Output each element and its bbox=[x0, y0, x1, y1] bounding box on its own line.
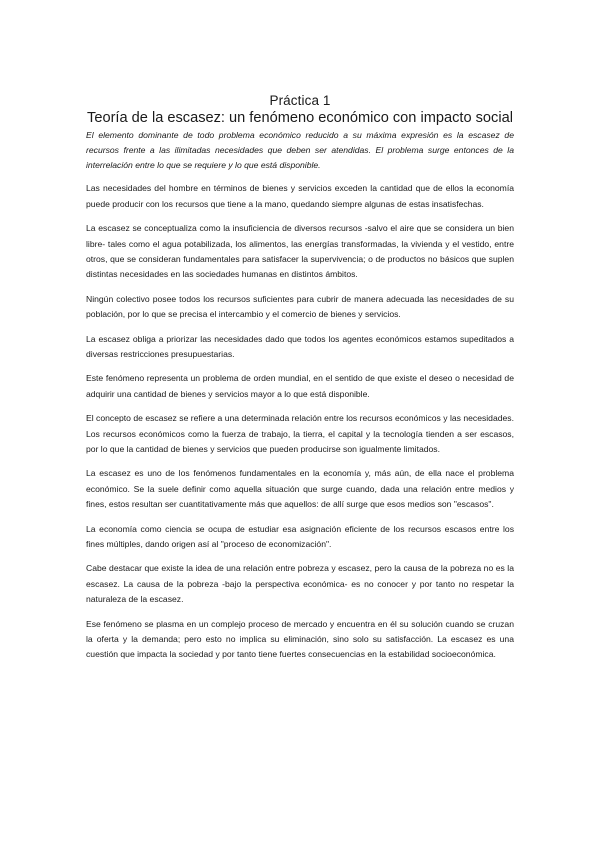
body-paragraph-10: Ese fenómeno se plasma en un complejo proceso de mercado y encuentra en él su solución cuando se cruzan la oferta y la demanda; pero esto no implica su eliminación, sino solo su satisfacción. La escasez es una cuestión que impacta la sociedad y por tanto tiene fuertes consecuencias en la estabilidad socioeconómica. bbox=[86, 618, 514, 659]
body-paragraph-8: La economía como ciencia se ocupa de estudiar esa asignación eficiente de los recursos escasos entre los fines múltiples, dando origen así al "proceso de economización". bbox=[86, 523, 514, 549]
body-paragraph-9: Cabe destacar que existe la idea de una relación entre pobreza y escasez, pero la causa de la pobreza no es la escasez. La causa de la pobreza -bajo la perspectiva económica- es no conocer y por tanto no respetar la naturaleza de la escasez. bbox=[86, 563, 514, 604]
document-page bbox=[86, 92, 514, 672]
body-paragraph-6: El concepto de escasez se refiere a una determinada relación entre los recursos económicos y las necesidades. Los recursos económicos como la fuerza de trabajo, la tierra, el capital y la tecnología tienden a ser escasos, por lo que la cantidad de bienes y servicios que pueden producirse son igualmente limitados. bbox=[86, 413, 514, 454]
body-paragraph-1: Las necesidades del hombre en términos de bienes y servicios exceden la cantidad que de ellos la economía puede producir con los recursos que tiene a la mano, quedando siempre algunas de estas insatisfechas. bbox=[86, 183, 514, 209]
document-title: Práctica 1 bbox=[269, 93, 331, 108]
body-paragraph-7: La escasez es uno de los fenómenos fundamentales en la economía y, más aún, de ella nace el problema económico. Se la suele definir como aquella situación que surge cuando, dada una relación entre medios y fines, estos resultan ser cuantitativamente más que aquellos: de allí surge que esos medios son "escasos". bbox=[86, 468, 514, 509]
body-paragraph-3: Ningún colectivo posee todos los recursos suficientes para cubrir de manera adecuada las necesidades de su población, por lo que se precisa el intercambio y el comercio de bienes y servicios. bbox=[86, 293, 514, 319]
document-subtitle: Teoría de la escasez: un fenómeno económico con impacto social bbox=[87, 110, 513, 126]
body-paragraph-2: La escasez se conceptualiza como la insuficiencia de diversos recursos -salvo el aire que se considera un bien libre- tales como el agua potabilizada, los alimentos, las energías transformadas, la vivienda y el vestido, entre otros, que se consideran fundamentales para satisfacer la supervivencia; o de productos no básicos que suplen distintas necesidades en las sociedades humanas en distintos ámbitos. bbox=[86, 223, 514, 279]
body-paragraph-4: La escasez obliga a priorizar las necesidades dado que todos los agentes económicos estamos supeditados a diversas restricciones presupuestarias. bbox=[86, 333, 514, 359]
body-paragraph-5: Este fenómeno representa un problema de orden mundial, en el sentido de que existe el deseo o necesidad de adquirir una cantidad de bienes y servicios mayor a lo que está disponible. bbox=[86, 373, 514, 399]
abstract-paragraph: El elemento dominante de todo problema económico reducido a su máxima expresión es la escasez de recursos frente a las ilimitadas necesidades que deben ser atendidas. El problema surge entonces de la interrelación entre lo que se requiere y lo que está disponible. bbox=[86, 130, 514, 170]
